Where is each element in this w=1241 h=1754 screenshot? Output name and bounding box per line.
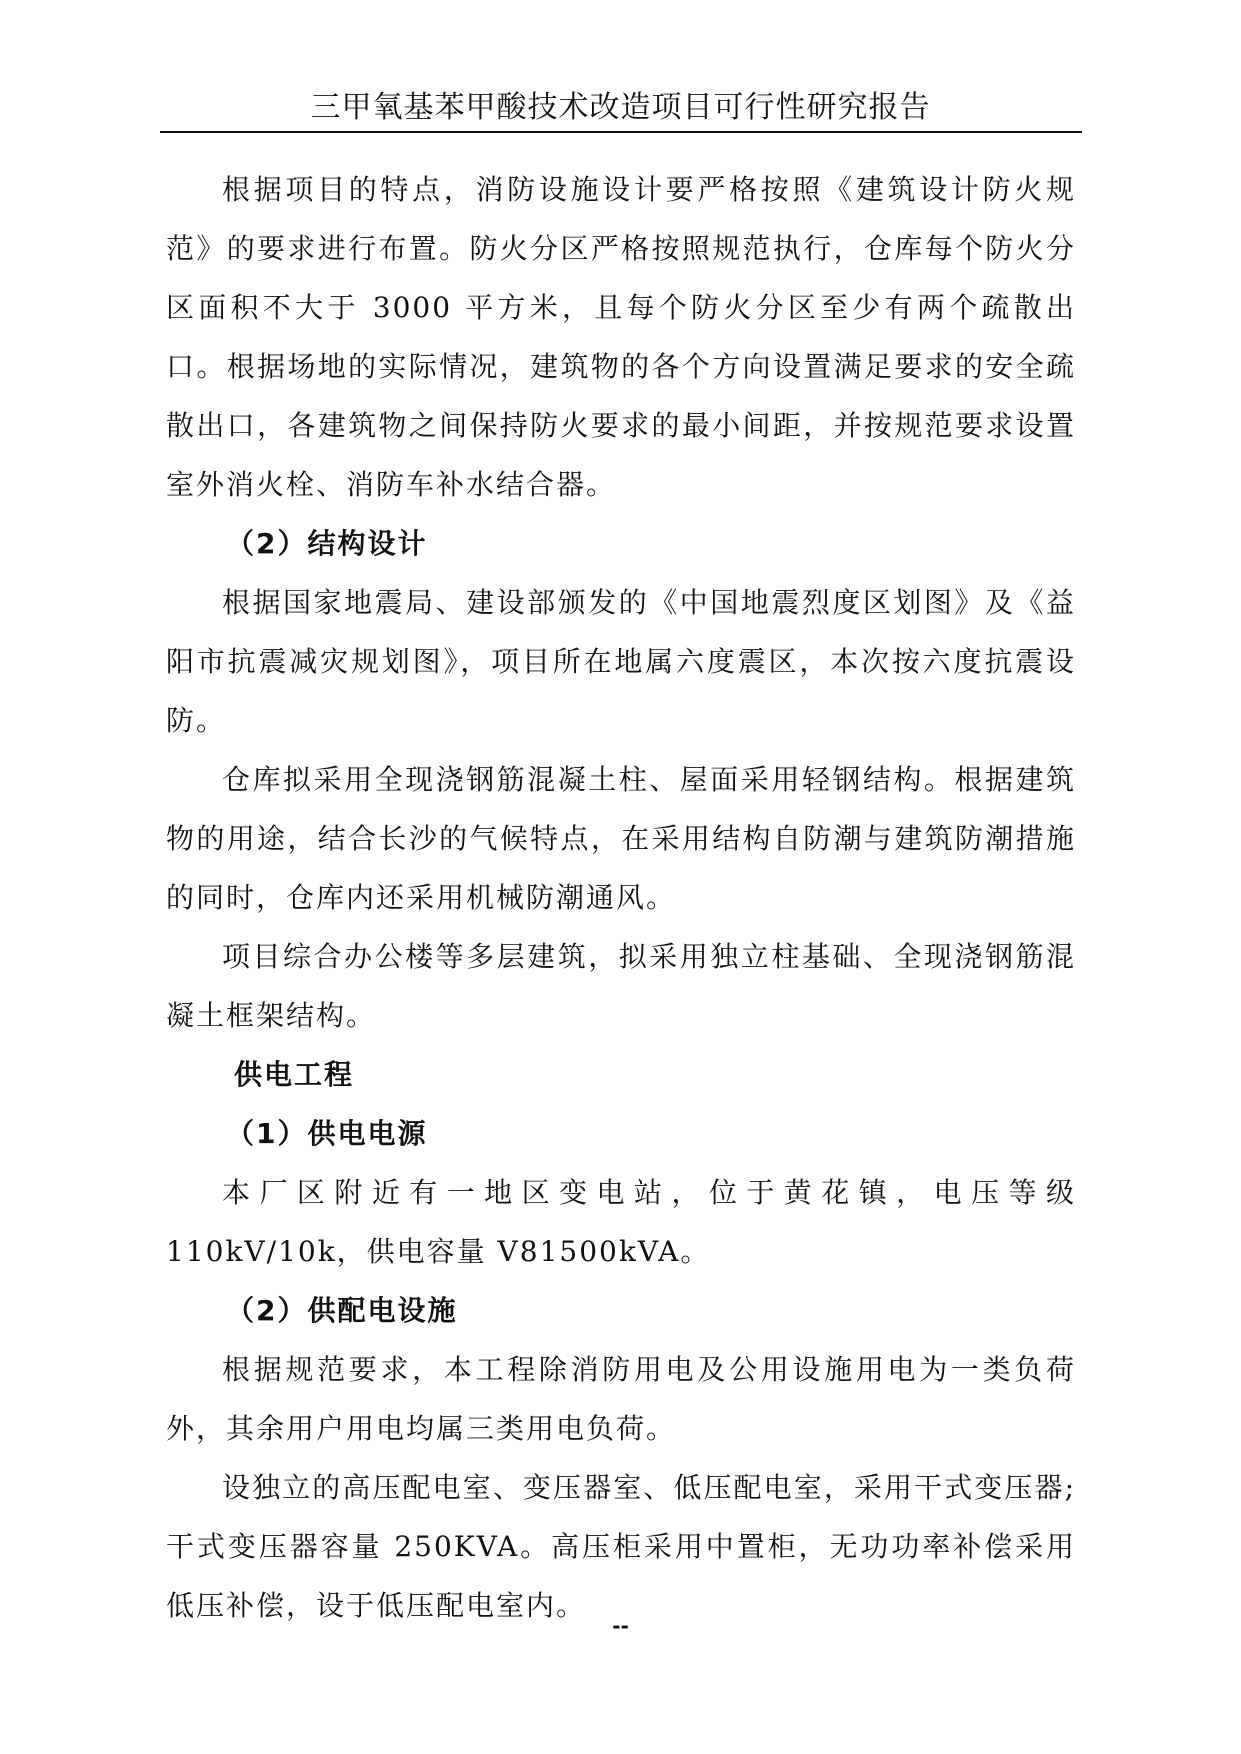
paragraph-fire-design: 根据项目的特点，消防设施设计要严格按照《建筑设计防火规范》的要求进行布置。防火分区严格按照规范执行，仓库每个防火分区面积不大于 3000 平方米，且每个防火分区至少有两个疏散出口。根据场地的实际情况，建筑物的各个方向设置满足要求的安全疏散出口，各建筑物之间保持防火要求的最小间距，并按规范要求设置室外消火栓、消防车补水结合器。 (166, 173, 1076, 501)
paragraph-warehouse-structure: 仓库拟采用全现浇钢筋混凝土柱、屋面采用轻钢结构。根据建筑物的用途，结合长沙的气候特点，在采用结构自防潮与建筑防潮措施的同时，仓库内还采用机械防潮通风。 (166, 763, 1076, 914)
page-header-title: 三甲氧基苯甲酸技术改造项目可行性研究报告 (310, 90, 931, 125)
heading-power-source: （1）供电电源 (226, 1117, 428, 1150)
paragraph-load-class: 根据规范要求，本工程除消防用电及公用设施用电为一类负荷外，其余用户用电均属三类用电负荷。 (166, 1353, 1076, 1445)
paragraph-office-structure: 项目综合办公楼等多层建筑，拟采用独立柱基础、全现浇钢筋混凝土框架结构。 (166, 940, 1076, 1032)
paragraph-power-source: 本厂区附近有一地区变电站，位于黄花镇，电压等级 110kV/10k，供电容量 V81500kVA。 (166, 1176, 1076, 1268)
heading-power-engineering: 供电工程 (234, 1058, 355, 1091)
paragraph-transformer: 设独立的高压配电室、变压器室、低压配电室，采用干式变压器; 干式变压器容量 250KVA。高压柜采用中置柜，无功功率补偿采用低压补偿，设于低压配电室内。 (166, 1471, 1076, 1622)
page-number-marker: -- (612, 1614, 629, 1638)
heading-distribution-facilities: （2）供配电设施 (226, 1294, 458, 1327)
document-body (166, 160, 1076, 1635)
paragraph-seismic: 根据国家地震局、建设部颁发的《中国地震烈度区划图》及《益阳市抗震减灾规划图》，项目所在地属六度震区，本次按六度抗震设防。 (166, 586, 1076, 737)
header-divider (160, 131, 1082, 133)
heading-structure-design: （2）结构设计 (226, 527, 428, 560)
